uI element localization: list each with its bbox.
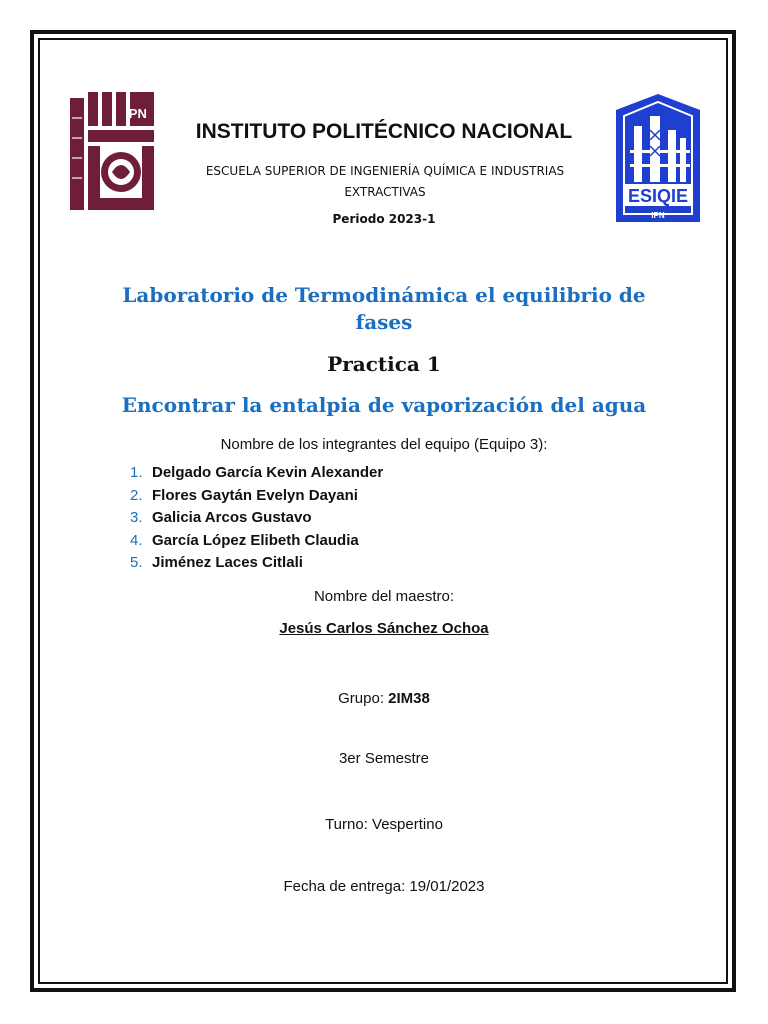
esiqie-logo-text: ESIQIE <box>627 186 689 206</box>
teacher-name: Jesús Carlos Sánchez Ochoa <box>279 620 489 637</box>
list-item <box>130 530 383 553</box>
list-number: 4. <box>130 531 143 549</box>
school-name <box>180 161 590 203</box>
esiqie-logo-subtext: IPN <box>651 211 665 220</box>
practice-number: Practica 1 <box>327 352 441 376</box>
school-name-line1: ESCUELA SUPERIOR DE INGENIERÍA QUÍMICA E INDUSTRIAS <box>205 164 565 178</box>
member-name: Flores Gaytán Evelyn Dayani <box>152 486 358 504</box>
member-list <box>130 462 383 575</box>
list-number: 1. <box>130 464 143 481</box>
member-name: Jiménez Laces Citlali <box>152 554 303 571</box>
group-label: Grupo: <box>338 690 389 707</box>
group <box>100 690 668 707</box>
member-name: Galicia Arcos Gustavo <box>152 509 312 526</box>
period: Periodo 2023-1 <box>332 212 436 226</box>
institute-name: INSTITUTO POLITÉCNICO NACIONAL <box>195 120 573 143</box>
ipn-logo <box>66 88 158 220</box>
list-item <box>130 552 383 575</box>
member-name: Delgado García Kevin Alexander <box>152 464 384 481</box>
list-item <box>130 485 383 508</box>
school-name-line2: EXTRACTIVAS <box>344 185 426 199</box>
practice-subtitle: Encontrar la entalpia de vaporización del agua <box>121 393 647 417</box>
shift: Turno: Vespertino <box>325 816 443 833</box>
delivery-date: Fecha de entrega: 19/01/2023 <box>283 878 485 895</box>
member-name: García López Elibeth Claudia <box>152 531 359 549</box>
list-number: 5. <box>130 554 143 571</box>
lab-title <box>100 282 668 336</box>
list-item <box>130 507 383 530</box>
ipn-logo-text: IPN <box>125 106 147 121</box>
lab-title-line1: Laboratorio de Termodinámica el equilibrio de <box>122 283 646 307</box>
list-number: 2. <box>130 486 143 504</box>
team-label: Nombre de los integrantes del equipo (Equipo 3): <box>220 436 548 453</box>
esiqie-logo <box>606 90 710 226</box>
lab-title-line2: fases <box>355 310 413 334</box>
group-value: 2IM38 <box>388 690 430 707</box>
list-item <box>130 462 383 485</box>
teacher-label: Nombre del maestro: <box>313 588 455 605</box>
list-number: 3. <box>130 509 143 526</box>
semester: 3er Semestre <box>338 750 430 767</box>
